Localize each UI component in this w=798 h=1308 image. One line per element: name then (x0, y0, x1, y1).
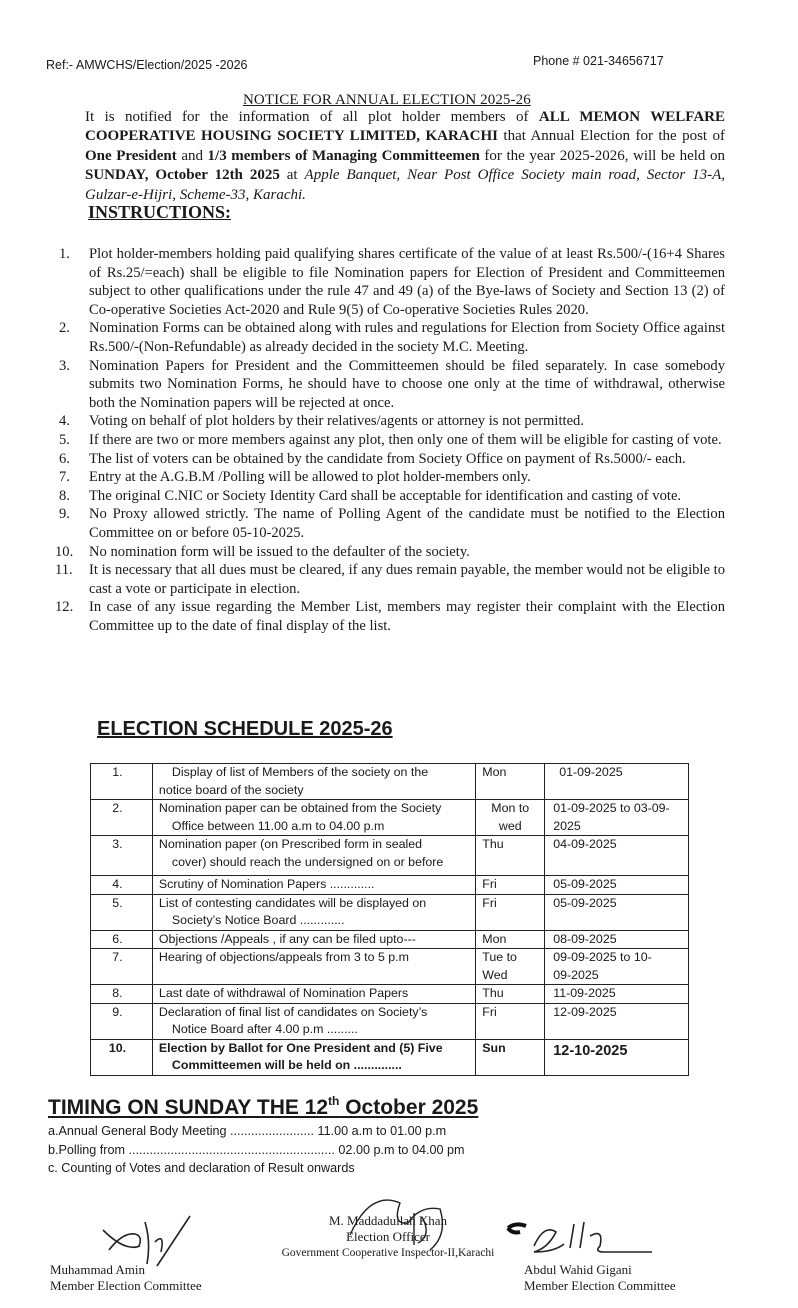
row-description (152, 985, 475, 1004)
item-text: Nomination Papers for President and the Committeemen should be filed separately. In case somebody submits two Nomination Forms, he should have to choose one only at the time of withdrawal, otherwise both the Nomination papers will be rejected at once. (89, 357, 725, 411)
item-number: 11. (55, 562, 73, 579)
item-text: Voting on behalf of plot holders by their relatives/agents or attorney is not permitted. (89, 413, 584, 430)
table-row (91, 1039, 689, 1075)
desc-line: Last date of withdrawal of Nomination Papers (158, 986, 409, 1000)
signatory-title: Member Election Committee (50, 1278, 202, 1293)
row-date: 05-09-2025 (545, 894, 689, 930)
notice-intro (85, 108, 725, 205)
signature-scrawl-icon (504, 1218, 654, 1262)
desc-line: Office between 11.00 a.m to 04.00 p.m (171, 818, 385, 833)
item-number: 7. (59, 469, 70, 486)
desc-line: notice board of the society (158, 782, 304, 797)
row-date: 01-09-2025 (545, 764, 689, 800)
schedule-table (90, 763, 689, 1076)
timing-item: a.Annual General Body Meeting ........................ 11.00 a.m to 01.00 p.m (48, 1124, 447, 1138)
row-number: 8. (91, 985, 153, 1004)
signatory-member-2 (524, 1262, 676, 1294)
item-number: 6. (59, 450, 70, 467)
desc-line: Nomination paper (on Prescribed form in sealed (158, 837, 423, 851)
table-row (91, 876, 689, 895)
row-date: 12-10-2025 (545, 1039, 689, 1075)
row-date: 08-09-2025 (545, 930, 689, 949)
row-number: 1. (91, 764, 153, 800)
timing-heading (48, 1094, 478, 1120)
signatory-name: Abdul Wahid Gigani (524, 1262, 632, 1277)
election-date: SUNDAY, October 12th 2025 (85, 167, 280, 184)
row-description (152, 1003, 475, 1039)
row-description (152, 894, 475, 930)
desc-line: List of contesting candidates will be displayed on (158, 895, 427, 910)
row-number: 10. (91, 1039, 153, 1075)
signatory-name: Muhammad Amin (50, 1262, 145, 1277)
item-number: 12. (55, 599, 74, 616)
intro-text: and (176, 147, 208, 164)
item-text: No Proxy allowed strictly. The name of Polling Agent of the candidate must be notified to the Election Committee on or before 05-10-2025. (89, 506, 725, 541)
row-day: Thu (476, 836, 545, 876)
row-day: Fri (476, 1003, 545, 1039)
row-description (152, 949, 475, 985)
row-date: 04-09-2025 (545, 836, 689, 876)
row-number: 2. (91, 800, 153, 836)
table-row (91, 949, 689, 985)
row-day: Mon (476, 930, 545, 949)
instruction-item (55, 450, 725, 469)
timing-heading-text: October 2025 (339, 1096, 479, 1119)
post-members: 1/3 members of Managing Committeemen (207, 147, 480, 164)
row-number: 7. (91, 949, 153, 985)
row-date: 05-09-2025 (545, 876, 689, 895)
instruction-item (55, 319, 725, 356)
item-text: It is necessary that all dues must be cleared, if any dues remain payable, the member would not be eligible to cast a vote or participate in election. (89, 562, 725, 597)
desc-line: Committeemen will be held on .............. (171, 1058, 402, 1072)
item-number: 2. (59, 320, 70, 337)
phone-number: Phone # 021-34656717 (533, 54, 664, 68)
row-day: Thu (476, 985, 545, 1004)
instruction-item (55, 561, 725, 598)
item-number: 8. (59, 487, 70, 504)
instruction-item (55, 468, 725, 487)
item-text: Nomination Forms can be obtained along with rules and regulations for Election from Society Office against Rs.500/-(Non-Refundable) as already decided in the society M.C. Meeting. (89, 320, 725, 355)
instruction-item (55, 598, 725, 635)
row-date: 01-09-2025 to 03-09-2025 (545, 800, 689, 836)
instructions-heading: INSTRUCTIONS: (88, 202, 232, 222)
item-number: 4. (59, 413, 70, 430)
table-row (91, 764, 689, 800)
row-day: Fri (476, 876, 545, 895)
table-row (91, 985, 689, 1004)
signatory-title: Member Election Committee (524, 1278, 676, 1293)
item-number: 5. (59, 431, 70, 448)
signatory-name: M. Maddadullah Khan (328, 1213, 448, 1228)
desc-line: Declaration of final list of candidates on Society’s (158, 1004, 428, 1019)
item-text: No nomination form will be issued to the defaulter of the society. (89, 543, 470, 560)
instruction-item (55, 543, 725, 562)
schedule-heading: ELECTION SCHEDULE 2025-26 (97, 718, 393, 740)
timing-item: c. Counting of Votes and declaration of Result onwards (48, 1161, 355, 1175)
item-number: 3. (59, 357, 70, 374)
reference-number: Ref:- AMWCHS/Election/2025 -2026 (46, 58, 248, 72)
post-president: One President (85, 147, 177, 164)
row-day: Mon (476, 764, 545, 800)
signatory-member-1 (50, 1262, 202, 1294)
row-date: 11-09-2025 (545, 985, 689, 1004)
row-number: 9. (91, 1003, 153, 1039)
item-text: The list of voters can be obtained by the candidate from Society Office on payment of Rs.5000/- each. (89, 450, 686, 467)
intro-text: that Annual Election for the post of (497, 128, 726, 145)
table-row (91, 836, 689, 876)
item-text: Entry at the A.G.B.M /Polling will be allowed to plot holder-members only. (89, 469, 531, 486)
election-venue: Apple Banquet, Near Post Office Society main road, Sector 13-A, Gulzar-e-Hijri, Scheme-33, Karachi. (85, 167, 725, 203)
item-text: Plot holder-members holding paid qualifying shares certificate of the value of at least Rs.500/-(16+4 Shares of Rs.25/=each) shall be eligible to file Nomination papers for Election of President and Committeemen subject to other qualifications under the rule 47 and 49 (a) of the Bye-laws of Society and Section 13 (2) of Co-operative Societies Act-2020 and Rule 9(5) of Co-operative Societies Rules 2020. (89, 246, 725, 318)
table-row (91, 930, 689, 949)
table-row (91, 894, 689, 930)
row-date: 09-09-2025 to 10-09-2025 (545, 949, 689, 985)
row-number: 4. (91, 876, 153, 895)
row-description (152, 876, 475, 895)
notice-title: NOTICE FOR ANNUAL ELECTION 2025-26 (243, 92, 531, 108)
signatory-election-officer (277, 1213, 499, 1261)
row-number: 6. (91, 930, 153, 949)
timing-heading-text: TIMING ON SUNDAY THE 12 (48, 1096, 329, 1119)
desc-line: cover) should reach the undersigned on or before (171, 854, 444, 869)
item-number: 1. (59, 246, 70, 262)
row-number: 5. (91, 894, 153, 930)
row-number: 3. (91, 836, 153, 876)
desc-line: Objections /Appeals , if any can be filed upto--- (158, 931, 416, 946)
desc-line: Society’s Notice Board ............. (171, 913, 345, 927)
table-row (91, 800, 689, 836)
desc-line: Hearing of objections/appeals from 3 to 5 p.m (158, 950, 409, 964)
desc-line: Election by Ballot for One President and (5) Five (158, 1040, 443, 1055)
item-text: If there are two or more members against any plot, then only one of them will be eligible for casting of vote. (89, 431, 722, 448)
row-date: 12-09-2025 (545, 1003, 689, 1039)
intro-text: at (279, 167, 305, 184)
row-day: Tue to Wed (476, 949, 545, 985)
desc-line: Nomination paper can be obtained from the Society (158, 801, 442, 815)
ordinal-suffix: th (328, 1094, 340, 1108)
instruction-item (55, 412, 725, 431)
intro-text: for the year 2025-2026, will be held on (479, 147, 725, 164)
signatory-title: Election Officer (346, 1229, 430, 1244)
table-row (91, 1003, 689, 1039)
timing-item: b.Polling from ........................................................... 02.00 p.m to 04.00 pm (48, 1142, 465, 1157)
row-description (152, 800, 475, 836)
society-name: ALL MEMON WELFARE COOPERATIVE HOUSING SOCIETY LIMITED, KARACHI (85, 109, 726, 145)
desc-line: Scrutiny of Nomination Papers ............. (158, 877, 375, 891)
instruction-item (55, 245, 725, 319)
row-description (152, 836, 475, 876)
timing-list (48, 1122, 464, 1178)
instruction-item (55, 357, 725, 413)
intro-text: It is notified for the information of all plot holder members of (85, 109, 539, 125)
row-day: Mon to wed (476, 800, 545, 836)
row-description (152, 764, 475, 800)
desc-line: Display of list of Members of the society on the (171, 765, 429, 779)
signatory-subtitle: Government Cooperative Inspector-II,Karachi (281, 1247, 495, 1259)
item-text: The original C.NIC or Society Identity Card shall be acceptable for identification and casting of vote. (89, 487, 682, 504)
item-text: In case of any issue regarding the Member List, members may register their complaint with the Election Committee up to the date of final display of the list. (89, 599, 725, 634)
instruction-item (55, 487, 725, 506)
item-number: 10. (55, 543, 74, 560)
row-day: Fri (476, 894, 545, 930)
row-description (152, 1039, 475, 1075)
instructions-list (55, 245, 725, 635)
instruction-item (55, 505, 725, 542)
row-description (152, 930, 475, 949)
instruction-item (55, 431, 725, 450)
item-number: 9. (59, 506, 70, 523)
row-day: Sun (476, 1039, 545, 1075)
desc-line: Notice Board after 4.00 p.m ......... (171, 1022, 358, 1036)
